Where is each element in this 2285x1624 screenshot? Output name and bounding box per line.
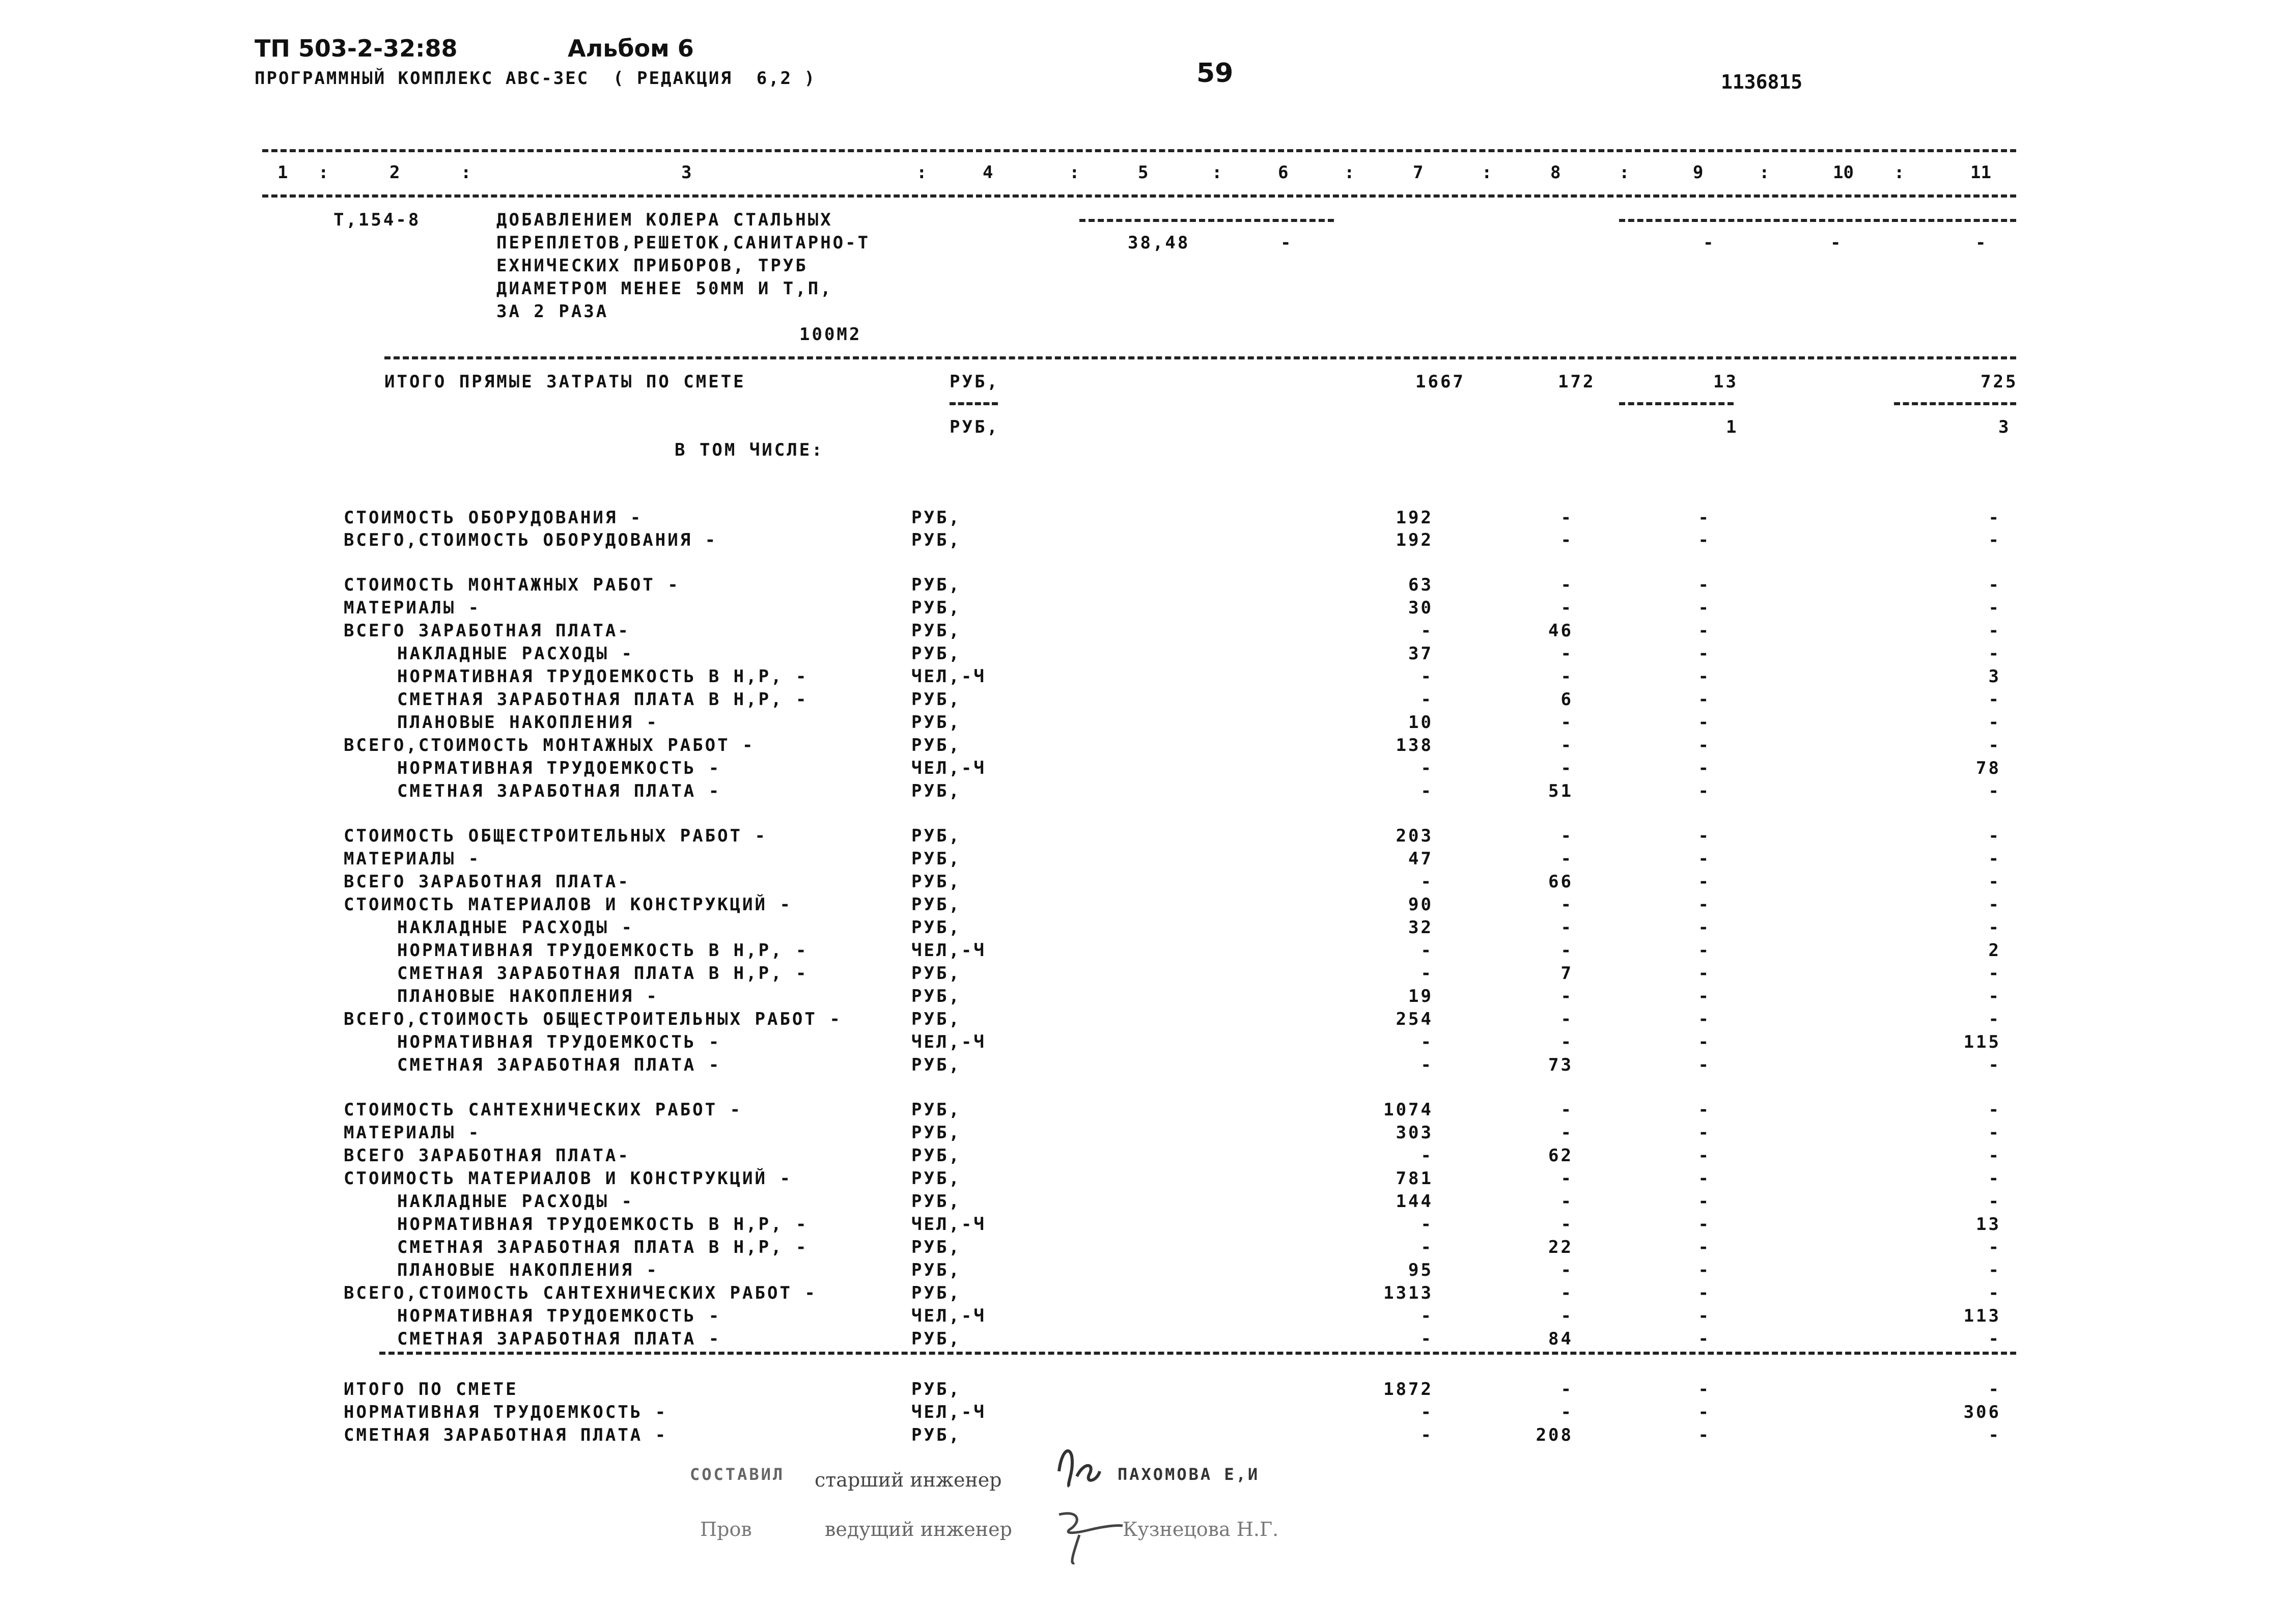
direct-costs-rule xyxy=(384,356,2016,359)
row-col9: - xyxy=(1698,1191,1711,1212)
column-separator: : xyxy=(1212,162,1222,183)
row-unit: РУБ, xyxy=(911,735,961,755)
row-col8: - xyxy=(1561,1123,1573,1143)
row-col9: - xyxy=(1698,1260,1711,1280)
position-col10: - xyxy=(1830,233,1843,253)
row-unit: РУБ, xyxy=(911,712,961,733)
row-col11: - xyxy=(1988,1009,2001,1029)
position-rule xyxy=(1079,219,1334,222)
row-col8: - xyxy=(1561,508,1573,528)
row-label: СТОИМОСТЬ ОБОРУДОВАНИЯ - xyxy=(344,508,643,528)
direct-costs-unit: РУБ, xyxy=(950,372,999,392)
row-label: ПЛАНОВЫЕ НАКОПЛЕНИЯ - xyxy=(397,986,659,1006)
row-label: НОРМАТИВНАЯ ТРУДОЕМКОСТЬ - xyxy=(344,1402,668,1422)
checked-name: Кузнецова Н.Г. xyxy=(1123,1518,1279,1541)
row-col8: - xyxy=(1561,735,1573,755)
row-unit: РУБ, xyxy=(911,986,961,1006)
column-separator: : xyxy=(916,162,927,183)
position-code: Т,154-8 xyxy=(333,210,421,230)
row-col8: - xyxy=(1561,666,1573,687)
position-name-line: ДИАМЕТРОМ МЕНЕЕ 50ММ И Т,П, xyxy=(496,278,833,299)
row-col9: - xyxy=(1698,849,1711,869)
row-label: СМЕТНАЯ ЗАРАБОТНАЯ ПЛАТА - xyxy=(397,1329,721,1349)
row-col9: - xyxy=(1698,1055,1711,1075)
row-col11: - xyxy=(1988,1260,2001,1280)
row-label: СМЕТНАЯ ЗАРАБОТНАЯ ПЛАТА В Н,Р, - xyxy=(397,1237,809,1257)
row-col11: 78 xyxy=(1976,758,2001,778)
row-unit: ЧЕЛ,-Ч xyxy=(911,1306,986,1326)
column-separator: : xyxy=(1482,162,1492,183)
row-col7: - xyxy=(1420,1214,1433,1235)
row-unit: ЧЕЛ,-Ч xyxy=(911,758,986,778)
row-col8: - xyxy=(1561,849,1573,869)
row-col7: 254 xyxy=(1396,1009,1433,1029)
row-unit: РУБ, xyxy=(911,1145,961,1166)
row-col8: 46 xyxy=(1548,621,1573,641)
album-label: Альбом 6 xyxy=(568,35,694,62)
row-unit: РУБ, xyxy=(911,1055,961,1075)
row-label: СМЕТНАЯ ЗАРАБОТНАЯ ПЛАТА В Н,Р, - xyxy=(397,963,809,984)
row-label: ВСЕГО ЗАРАБОТНАЯ ПЛАТА- xyxy=(344,1145,630,1166)
row-col11: - xyxy=(1988,575,2001,595)
row-col9: - xyxy=(1698,575,1711,595)
row-col7: - xyxy=(1420,872,1433,892)
column-header-cell: 6 xyxy=(1278,162,1289,183)
program-title: ПРОГРАММНЫЙ КОМПЛЕКС АВС-3ЕС ( РЕДАКЦИЯ 6,2 ) xyxy=(255,68,817,89)
row-col8: - xyxy=(1561,1379,1573,1399)
row-col9: - xyxy=(1698,735,1711,755)
row-col7: - xyxy=(1420,1145,1433,1166)
row-col9: - xyxy=(1698,666,1711,687)
row-col7: - xyxy=(1420,1032,1433,1052)
row-label: СМЕТНАЯ ЗАРАБОТНАЯ ПЛАТА В Н,Р, - xyxy=(397,689,809,710)
row-col9: - xyxy=(1698,986,1711,1006)
row-unit: РУБ, xyxy=(911,872,961,892)
column-header-cell: 2 xyxy=(389,162,400,183)
position-rule xyxy=(1619,219,2016,222)
row-col7: - xyxy=(1420,666,1433,687)
row-col8: 6 xyxy=(1561,689,1573,710)
row-col11: 306 xyxy=(1963,1402,2001,1422)
column-header-cell: 10 xyxy=(1833,162,1854,183)
row-col7: - xyxy=(1420,1055,1433,1075)
row-label: НАКЛАДНЫЕ РАСХОДЫ - xyxy=(397,1191,634,1212)
row-col7: 19 xyxy=(1408,986,1433,1006)
row-col8: - xyxy=(1561,1306,1573,1326)
row-label: СТОИМОСТЬ МОНТАЖНЫХ РАБОТ - xyxy=(344,575,680,595)
compiled-name: ПАХОМОВА Е,И xyxy=(1118,1465,1260,1484)
totals-rule xyxy=(379,1352,2016,1355)
row-col11: - xyxy=(1988,894,2001,915)
position-unit: 100М2 xyxy=(799,324,862,345)
column-header-cell: 7 xyxy=(1413,162,1424,183)
row-col11: - xyxy=(1988,689,2001,710)
row-col11: - xyxy=(1988,1379,2001,1399)
row-col8: 66 xyxy=(1548,872,1573,892)
row-unit: РУБ, xyxy=(911,1100,961,1120)
row-col8: - xyxy=(1561,940,1573,961)
position-name-line: ЗА 2 РАЗА xyxy=(496,301,609,322)
row-col7: - xyxy=(1420,1425,1433,1445)
row-unit: РУБ, xyxy=(911,1425,961,1445)
row-unit: РУБ, xyxy=(911,1123,961,1143)
row-col11: 13 xyxy=(1976,1214,2001,1235)
row-col7: 32 xyxy=(1408,917,1433,938)
row-label: ВСЕГО,СТОИМОСТЬ ОБЩЕСТРОИТЕЛЬНЫХ РАБОТ - xyxy=(344,1009,842,1029)
row-col8: - xyxy=(1561,1168,1573,1189)
column-separator: : xyxy=(461,162,471,183)
row-col11: - xyxy=(1988,1055,2001,1075)
row-col9: - xyxy=(1698,940,1711,961)
row-unit: ЧЕЛ,-Ч xyxy=(911,940,986,961)
row-col7: 37 xyxy=(1408,643,1433,664)
row-col8: - xyxy=(1561,826,1573,846)
row-unit: РУБ, xyxy=(911,894,961,915)
row-unit: РУБ, xyxy=(911,1191,961,1212)
row-col7: 192 xyxy=(1396,508,1433,528)
row-col7: - xyxy=(1420,963,1433,984)
row-col9: - xyxy=(1698,508,1711,528)
row-col9: - xyxy=(1698,1123,1711,1143)
row-label: СМЕТНАЯ ЗАРАБОТНАЯ ПЛАТА - xyxy=(397,1055,721,1075)
row-col7: - xyxy=(1420,1329,1433,1349)
row-label: ВСЕГО,СТОИМОСТЬ САНТЕХНИЧЕСКИХ РАБОТ - xyxy=(344,1283,817,1303)
row-col9: - xyxy=(1698,1329,1711,1349)
row-label: НАКЛАДНЫЕ РАСХОДЫ - xyxy=(397,917,634,938)
row-col11: - xyxy=(1988,735,2001,755)
row-col7: 303 xyxy=(1396,1123,1433,1143)
column-separator: : xyxy=(1344,162,1355,183)
row-col11: - xyxy=(1988,826,2001,846)
compiled-label: СОСТАВИЛ xyxy=(690,1465,785,1484)
direct-costs-label: ИТОГО ПРЯМЫЕ ЗАТРАТЫ ПО СМЕТЕ xyxy=(384,372,746,392)
column-separator: : xyxy=(1894,162,1905,183)
row-label: СТОИМОСТЬ МАТЕРИАЛОВ И КОНСТРУКЦИЙ - xyxy=(344,894,792,915)
row-col8: 7 xyxy=(1561,963,1573,984)
row-col11: - xyxy=(1988,1329,2001,1349)
row-label: СТОИМОСТЬ ОБЩЕСТРОИТЕЛЬНЫХ РАБОТ - xyxy=(344,826,767,846)
row-col11: - xyxy=(1988,1425,2001,1445)
row-col11: - xyxy=(1988,598,2001,618)
row-col7: - xyxy=(1420,1402,1433,1422)
row-col8: - xyxy=(1561,575,1573,595)
row-unit: РУБ, xyxy=(911,826,961,846)
row-col8: - xyxy=(1561,758,1573,778)
table-top-rule xyxy=(262,149,2016,152)
row-col9: - xyxy=(1698,1237,1711,1257)
row-col9: - xyxy=(1698,917,1711,938)
row-col11: - xyxy=(1988,1145,2001,1166)
row-col9: - xyxy=(1698,894,1711,915)
row-col11: - xyxy=(1988,872,2001,892)
row-col11: - xyxy=(1988,643,2001,664)
position-name-line: ЕХНИЧЕСКИХ ПРИБОРОВ, ТРУБ xyxy=(496,256,808,276)
row-col11: - xyxy=(1988,917,2001,938)
row-col11: - xyxy=(1988,781,2001,801)
row-unit: ЧЕЛ,-Ч xyxy=(911,1032,986,1052)
row-col11: 115 xyxy=(1963,1032,2001,1052)
row-unit: РУБ, xyxy=(911,1283,961,1303)
row-col11: - xyxy=(1988,986,2001,1006)
row-unit: РУБ, xyxy=(911,1237,961,1257)
short-rule xyxy=(1894,402,2016,405)
signature-mark xyxy=(1049,1441,1105,1497)
row-col8: - xyxy=(1561,894,1573,915)
row-col8: - xyxy=(1561,643,1573,664)
row-col9: - xyxy=(1698,1145,1711,1166)
row-col8: - xyxy=(1561,1260,1573,1280)
row-unit: РУБ, xyxy=(911,1168,961,1189)
row-col7: 138 xyxy=(1396,735,1433,755)
direct-costs-col8: 172 xyxy=(1558,372,1596,392)
row-label: ВСЕГО ЗАРАБОТНАЯ ПЛАТА- xyxy=(344,872,630,892)
row-col8: 73 xyxy=(1548,1055,1573,1075)
short-rule xyxy=(950,402,998,405)
row-label: МАТЕРИАЛЫ - xyxy=(344,1123,481,1143)
row-col7: - xyxy=(1420,621,1433,641)
position-col6: - xyxy=(1280,233,1293,253)
row-col8: - xyxy=(1561,1032,1573,1052)
row-col9: - xyxy=(1698,598,1711,618)
row-col9: - xyxy=(1698,1379,1711,1399)
row-col11: - xyxy=(1988,1100,2001,1120)
row-col9: - xyxy=(1698,1402,1711,1422)
row-unit: РУБ, xyxy=(911,963,961,984)
row-col7: 63 xyxy=(1408,575,1433,595)
column-header-rule xyxy=(262,194,2016,198)
direct-costs-col11b: 3 xyxy=(1998,417,2011,437)
row-unit: ЧЕЛ,-Ч xyxy=(911,666,986,687)
row-col8: 62 xyxy=(1548,1145,1573,1166)
row-label: ВСЕГО ЗАРАБОТНАЯ ПЛАТА- xyxy=(344,621,630,641)
direct-costs-col9b: 1 xyxy=(1726,417,1739,437)
row-col9: - xyxy=(1698,643,1711,664)
direct-costs-col7: 1667 xyxy=(1415,372,1465,392)
row-col11: 2 xyxy=(1988,940,2001,961)
row-col11: - xyxy=(1988,963,2001,984)
row-col11: 3 xyxy=(1988,666,2001,687)
direct-costs-unit2: РУБ, xyxy=(950,417,999,437)
including-label: В ТОМ ЧИСЛЕ: xyxy=(675,440,824,460)
row-col11: - xyxy=(1988,1283,2001,1303)
row-col7: - xyxy=(1420,940,1433,961)
row-col7: 1313 xyxy=(1383,1283,1433,1303)
row-col7: 10 xyxy=(1408,712,1433,733)
column-separator: : xyxy=(1069,162,1080,183)
row-label: СМЕТНАЯ ЗАРАБОТНАЯ ПЛАТА - xyxy=(344,1425,668,1445)
row-unit: РУБ, xyxy=(911,643,961,664)
checked-role: ведущий инженер xyxy=(825,1518,1012,1541)
row-col9: - xyxy=(1698,1306,1711,1326)
row-col9: - xyxy=(1698,781,1711,801)
project-code: ТП 503-2-32:88 xyxy=(255,35,458,62)
row-label: НОРМАТИВНАЯ ТРУДОЕМКОСТЬ В Н,Р, - xyxy=(397,666,809,687)
column-header-cell: 3 xyxy=(681,162,692,183)
row-unit: РУБ, xyxy=(911,849,961,869)
row-col8: - xyxy=(1561,1191,1573,1212)
column-separator: : xyxy=(318,162,329,183)
row-col8: 22 xyxy=(1548,1237,1573,1257)
row-col8: - xyxy=(1561,917,1573,938)
row-col9: - xyxy=(1698,1100,1711,1120)
row-label: НОРМАТИВНАЯ ТРУДОЕМКОСТЬ - xyxy=(397,758,721,778)
row-label: НОРМАТИВНАЯ ТРУДОЕМКОСТЬ - xyxy=(397,1306,721,1326)
position-name-line: ПЕРЕПЛЕТОВ,РЕШЕТОК,САНИТАРНО-Т xyxy=(496,233,871,253)
row-unit: РУБ, xyxy=(911,1379,961,1399)
row-col11: - xyxy=(1988,712,2001,733)
row-col8: - xyxy=(1561,1402,1573,1422)
row-col7: 1872 xyxy=(1383,1379,1433,1399)
row-col9: - xyxy=(1698,621,1711,641)
row-col9: - xyxy=(1698,758,1711,778)
row-unit: РУБ, xyxy=(911,621,961,641)
row-col8: - xyxy=(1561,1283,1573,1303)
row-col7: 144 xyxy=(1396,1191,1433,1212)
row-label: ВСЕГО,СТОИМОСТЬ МОНТАЖНЫХ РАБОТ - xyxy=(344,735,755,755)
row-col9: - xyxy=(1698,963,1711,984)
row-col7: - xyxy=(1420,1306,1433,1326)
row-col11: 113 xyxy=(1963,1306,2001,1326)
row-col7: 95 xyxy=(1408,1260,1433,1280)
row-label: МАТЕРИАЛЫ - xyxy=(344,849,481,869)
row-col7: 1074 xyxy=(1383,1100,1433,1120)
row-unit: РУБ, xyxy=(911,781,961,801)
row-label: ИТОГО ПО СМЕТЕ xyxy=(344,1379,518,1399)
row-col11: - xyxy=(1988,530,2001,550)
row-col9: - xyxy=(1698,530,1711,550)
row-col9: - xyxy=(1698,1168,1711,1189)
position-col11: - xyxy=(1975,233,1988,253)
row-unit: ЧЕЛ,-Ч xyxy=(911,1402,986,1422)
row-col7: - xyxy=(1420,781,1433,801)
row-col9: - xyxy=(1698,826,1711,846)
column-header-cell: 5 xyxy=(1138,162,1149,183)
row-col9: - xyxy=(1698,1032,1711,1052)
row-col7: - xyxy=(1420,758,1433,778)
row-col11: - xyxy=(1988,621,2001,641)
position-name-line: ДОБАВЛЕНИЕМ КОЛЕРА СТАЛЬНЫХ xyxy=(496,210,833,230)
position-col9: - xyxy=(1703,233,1716,253)
page-number: 59 xyxy=(1196,58,1234,89)
row-col8: - xyxy=(1561,1214,1573,1235)
row-unit: ЧЕЛ,-Ч xyxy=(911,1214,986,1235)
row-col9: - xyxy=(1698,1425,1711,1445)
row-col8: - xyxy=(1561,712,1573,733)
row-col8: - xyxy=(1561,1009,1573,1029)
row-unit: РУБ, xyxy=(911,1329,961,1349)
position-col5: 38,48 xyxy=(1128,233,1190,253)
row-col8: - xyxy=(1561,598,1573,618)
row-col11: - xyxy=(1988,849,2001,869)
row-col9: - xyxy=(1698,1214,1711,1235)
column-header-cell: 4 xyxy=(983,162,993,183)
row-col8: 208 xyxy=(1536,1425,1573,1445)
row-unit: РУБ, xyxy=(911,917,961,938)
column-header-cell: 1 xyxy=(277,162,288,183)
row-unit: РУБ, xyxy=(911,598,961,618)
row-col7: 192 xyxy=(1396,530,1433,550)
row-col8: - xyxy=(1561,986,1573,1006)
row-col11: - xyxy=(1988,1191,2001,1212)
compiled-role: старший инженер xyxy=(815,1469,1002,1491)
row-label: СТОИМОСТЬ САНТЕХНИЧЕСКИХ РАБОТ - xyxy=(344,1100,743,1120)
row-col8: - xyxy=(1561,1100,1573,1120)
row-col7: 30 xyxy=(1408,598,1433,618)
row-label: ПЛАНОВЫЕ НАКОПЛЕНИЯ - xyxy=(397,712,659,733)
row-unit: РУБ, xyxy=(911,575,961,595)
row-col11: - xyxy=(1988,1237,2001,1257)
row-col9: - xyxy=(1698,689,1711,710)
row-label: СМЕТНАЯ ЗАРАБОТНАЯ ПЛАТА - xyxy=(397,781,721,801)
row-col11: - xyxy=(1988,1168,2001,1189)
row-label: НОРМАТИВНАЯ ТРУДОЕМКОСТЬ - xyxy=(397,1032,721,1052)
column-header-cell: 11 xyxy=(1970,162,1991,183)
row-unit: РУБ, xyxy=(911,508,961,528)
direct-costs-col11: 725 xyxy=(1981,372,2018,392)
signature-mark xyxy=(1044,1494,1125,1571)
row-col7: - xyxy=(1420,1237,1433,1257)
column-separator: : xyxy=(1619,162,1630,183)
row-col7: - xyxy=(1420,689,1433,710)
row-col11: - xyxy=(1988,1123,2001,1143)
column-header-cell: 9 xyxy=(1693,162,1704,183)
row-label: НОРМАТИВНАЯ ТРУДОЕМКОСТЬ В Н,Р, - xyxy=(397,940,809,961)
short-rule xyxy=(1619,402,1734,405)
row-col11: - xyxy=(1988,508,2001,528)
row-label: НАКЛАДНЫЕ РАСХОДЫ - xyxy=(397,643,634,664)
row-col9: - xyxy=(1698,872,1711,892)
row-unit: РУБ, xyxy=(911,689,961,710)
document-number: 1136815 xyxy=(1721,71,1803,93)
row-col7: 90 xyxy=(1408,894,1433,915)
row-label: ПЛАНОВЫЕ НАКОПЛЕНИЯ - xyxy=(397,1260,659,1280)
row-col7: 203 xyxy=(1396,826,1433,846)
direct-costs-col9: 13 xyxy=(1713,372,1738,392)
row-col8: 84 xyxy=(1548,1329,1573,1349)
row-col7: 781 xyxy=(1396,1168,1433,1189)
row-label: МАТЕРИАЛЫ - xyxy=(344,598,481,618)
checked-label: Пров xyxy=(700,1518,752,1541)
row-label: НОРМАТИВНАЯ ТРУДОЕМКОСТЬ В Н,Р, - xyxy=(397,1214,809,1235)
row-col9: - xyxy=(1698,712,1711,733)
row-col9: - xyxy=(1698,1283,1711,1303)
row-label: СТОИМОСТЬ МАТЕРИАЛОВ И КОНСТРУКЦИЙ - xyxy=(344,1168,792,1189)
row-label: ВСЕГО,СТОИМОСТЬ ОБОРУДОВАНИЯ - xyxy=(344,530,718,550)
column-header-cell: 8 xyxy=(1550,162,1561,183)
column-separator: : xyxy=(1759,162,1770,183)
row-unit: РУБ, xyxy=(911,1260,961,1280)
row-col7: 47 xyxy=(1408,849,1433,869)
row-col8: 51 xyxy=(1548,781,1573,801)
row-unit: РУБ, xyxy=(911,1009,961,1029)
row-unit: РУБ, xyxy=(911,530,961,550)
row-col9: - xyxy=(1698,1009,1711,1029)
row-col8: - xyxy=(1561,530,1573,550)
